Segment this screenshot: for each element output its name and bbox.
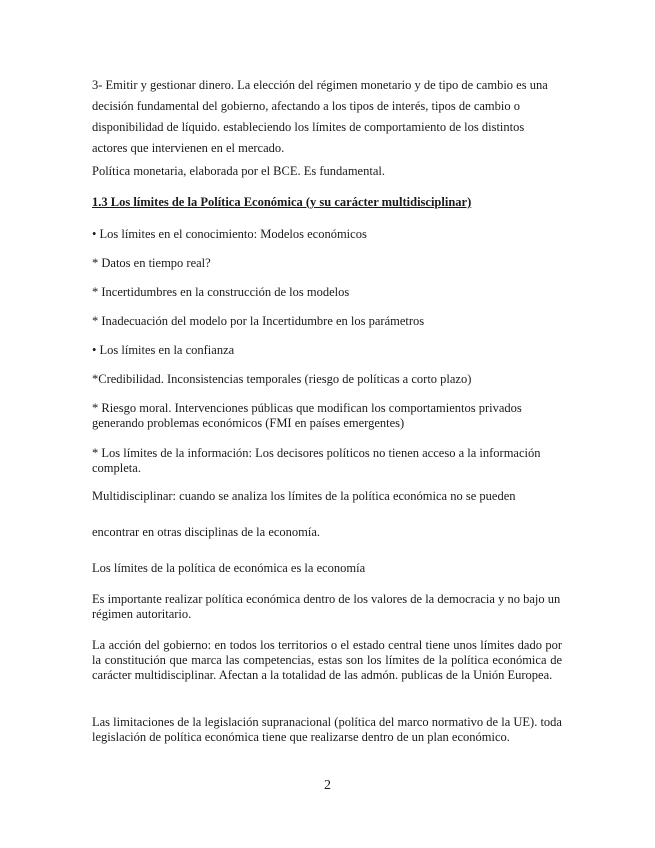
paragraph-democracia: Es importante realizar política económica dentro de los valores de la democracia y no bajo un régimen autoritario. [92,592,561,621]
paragraph-politica-monetaria: Política monetaria, elaborada por el BCE. Es fundamental. [92,164,385,178]
section-heading: 1.3 Los límites de la Política Económica (y su carácter multidisciplinar) [92,195,472,209]
item-inadecuacion-modelo: * Inadecuación del modelo por la Incertidumbre en los parámetros [92,314,425,328]
paragraph-emitir-dinero: 3- Emitir y gestionar dinero. La elección del régimen monetario y de tipo de cambio es una decisión fundamental del gobierno, afectando a los tipos de interés, tipos de cambio o disponibilidad de líquido. estableciendo los límites de comportamiento de los distintos actores que intervienen en el mercado. [92,78,548,155]
item-limites-informacion: * Los límites de la información: Los decisores políticos no tienen acceso a la información completa. [92,446,541,475]
item-riesgo-moral: * Riesgo moral. Intervenciones públicas que modifican los comportamientos privados generando problemas económicos (FMI en países emergentes) [92,401,522,430]
paragraph-otras-disciplinas: encontrar en otras disciplinas de la economía. [92,525,321,539]
paragraph-legislacion-supranacional: Las limitaciones de la legislación supranacional (política del marco normativo de la UE). toda legislación de política económica tiene que realizarse dentro de un plan económico. [92,715,562,744]
paragraph-multidisciplinar: Multidisciplinar: cuando se analiza los límites de la política económica no se pueden [92,489,516,503]
paragraph-limites-economia: Los límites de la política de económica es la economía [92,561,366,575]
item-datos-tiempo-real: * Datos en tiempo real? [92,256,211,270]
bullet-limites-conocimiento: • Los límites en el conocimiento: Modelos económicos [92,227,367,241]
item-incertidumbres: * Incertidumbres en la construcción de los modelos [92,285,350,299]
bullet-limites-confianza: • Los límites en la confianza [92,343,235,357]
page-number: 2 [324,778,331,793]
item-credibilidad: *Credibilidad. Inconsistencias temporales (riesgo de políticas a corto plazo) [92,372,472,386]
paragraph-accion-gobierno: La acción del gobierno: en todos los territorios o el estado central tiene unos límites dado por la constitución que marca las competencias, estas son los límites de la política económica de carácter multidisciplinar. Afectan a la totalidad de las admón. publicas de la Unión Europea. [92,638,562,682]
